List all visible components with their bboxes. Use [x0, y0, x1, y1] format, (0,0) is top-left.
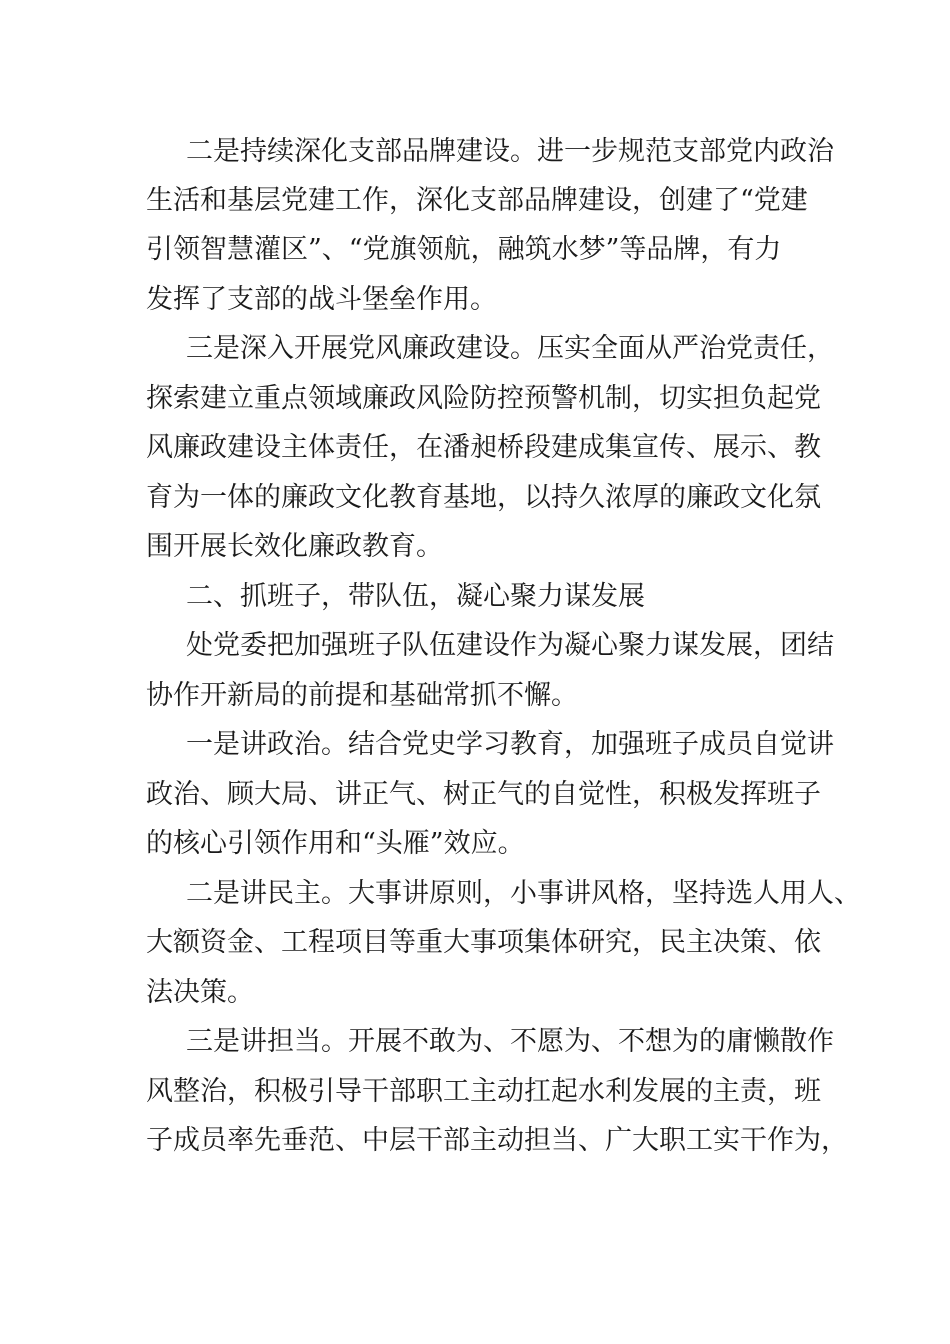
text-line: 围开展长效化廉政教育。 — [146, 531, 443, 562]
text-line: 生活和基层党建工作，深化支部品牌建设，创建了“党建 — [146, 185, 808, 216]
text-line: 三是深入开展党风廉政建设。压实全面从严治党责任， — [186, 333, 834, 364]
text-line: 育为一体的廉政文化教育基地，以持久浓厚的廉政文化氛 — [146, 482, 821, 513]
text-line: 法决策。 — [146, 977, 254, 1008]
text-line: 处党委把加强班子队伍建设作为凝心聚力谋发展，团结 — [186, 630, 834, 661]
text-line: 协作开新局的前提和基础常抓不懈。 — [146, 680, 578, 711]
text-line: 的核心引领作用和“头雁”效应。 — [146, 828, 525, 859]
text-line: 子成员率先垂范、中层干部主动担当、广大职工实干作为， — [146, 1125, 848, 1156]
text-line: 二是讲民主。大事讲原则，小事讲风格，坚持选人用人、 — [186, 878, 861, 909]
text-line: 三是讲担当。开展不敢为、不愿为、不想为的庸懒散作 — [186, 1026, 834, 1057]
text-line: 政治、顾大局、讲正气、树正气的自觉性，积极发挥班子 — [146, 779, 821, 810]
text-line: 引领智慧灌区”、“党旗领航，融筑水梦”等品牌，有力 — [146, 234, 782, 265]
section-heading: 二、抓班子，带队伍，凝心聚力谋发展 — [186, 581, 645, 612]
text-line: 一是讲政治。结合党史学习教育，加强班子成员自觉讲 — [186, 729, 834, 760]
text-line: 探索建立重点领域廉政风险防控预警机制，切实担负起党 — [146, 383, 821, 414]
text-line: 二是持续深化支部品牌建设。进一步规范支部党内政治 — [186, 136, 834, 167]
text-line: 发挥了支部的战斗堡垒作用。 — [146, 284, 497, 315]
text-line: 风廉政建设主体责任，在潘昶桥段建成集宣传、展示、教 — [146, 432, 821, 463]
text-line: 风整治，积极引导干部职工主动扛起水利发展的主责，班 — [146, 1076, 821, 1107]
text-line: 大额资金、工程项目等重大事项集体研究，民主决策、依 — [146, 927, 821, 958]
